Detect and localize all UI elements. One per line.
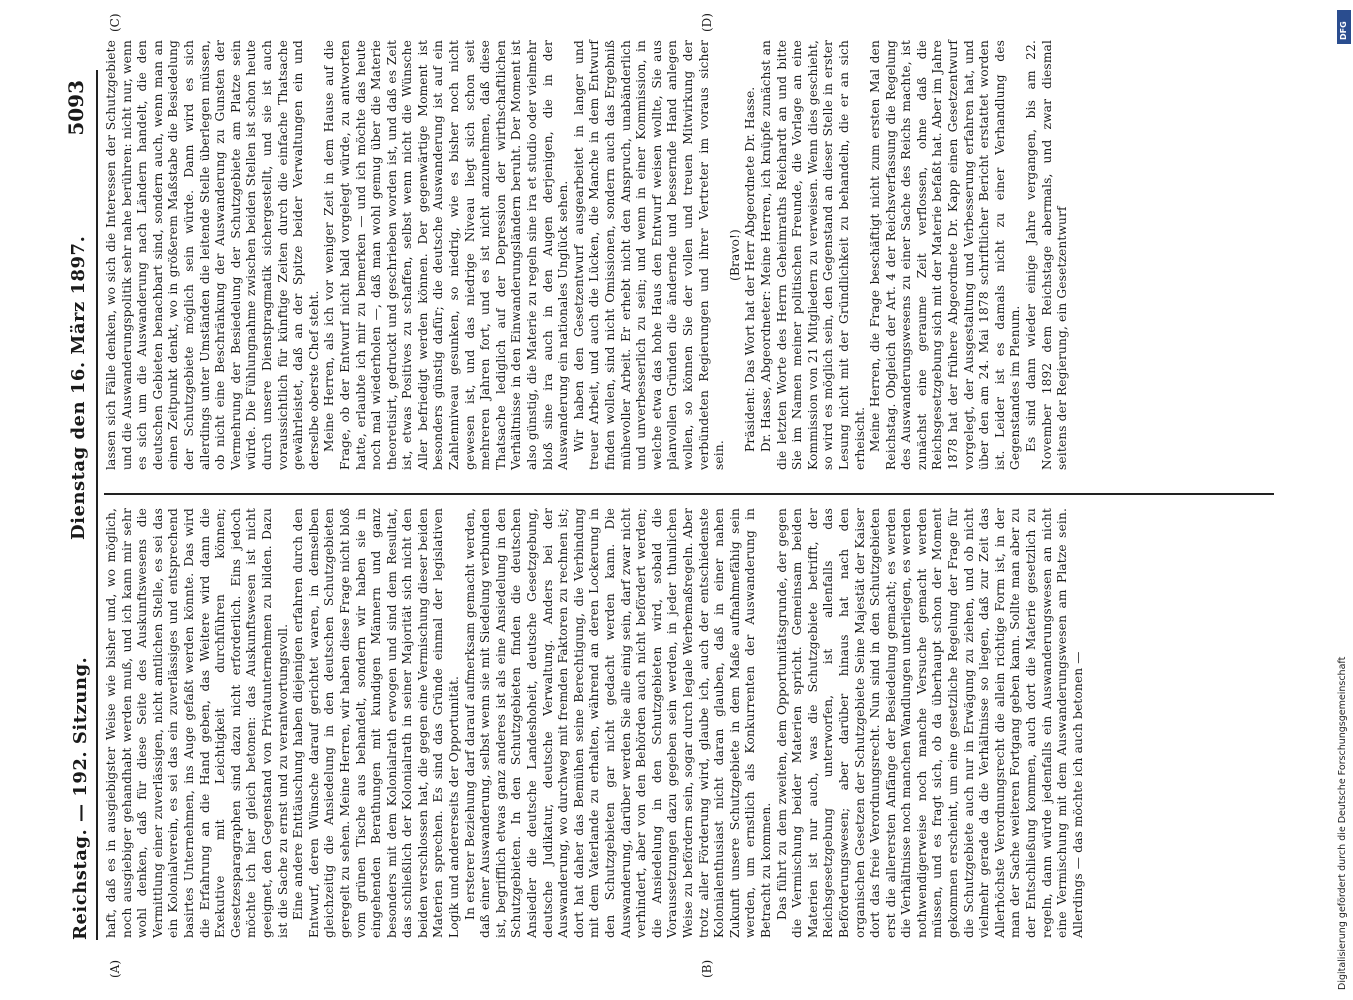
column-divider	[104, 493, 1274, 495]
paragraph: Meine Herren, die Frage beschäftigt nicht zum ersten Mal den Reichstag. Obgleich der Art. 4 der Reichsverfassung die Regelung des Auswanderungswesens zu einer Sache des Reichs machte, ist zunächst eine geraume Zeit verflossen, ohne daß die Reichsgesetzgebung sich mit der Materie befaßt hat. Aber im Jahre 1878 hat der frühere Abgeordnete Dr. Kapp einen Gesetzentwurf vorgelegt, der Ausgestaltung und Verbesserung erfahren hat, und über den am 24. Mai 1878 schriftlicher Bericht erstattet worden ist. Leider ist es damals nicht zu einer Verhandlung des Gegenstandes im Plenum.	[868, 40, 1023, 470]
paragraph: lassen sich Fälle denken, wo sich die Interessen der Schutzgebiete und die Auswanderungspolitik sehr nahe berühren: nicht nur, wenn es sich um die Auswanderung nach Ländern handelt, die den deutschen Gebieten benachbart sind, sondern auch, wenn man an einen Zeitpunkt denkt, wo in größerem Maßstabe die Besiedelung der Schutzgebiete möglich sein würde. Dann wird es sich allerdings unter Umständen die leitende Stelle überlegen müssen, ob nicht eine Beschränkung der Auswanderung zu Gunsten der Vermehrung der Besiedelung der Schutzgebiete am Platze sein würde. Die Fühlungnahme zwischen beiden Stellen ist schon heute durch unsere Dienstpragmatik sichergestellt, und sie ist auch voraussichtlich für künftige Zeiten durch die einfache Thatsache gewährleistet, daß an der Spitze beider Verwaltungen ein und derselbe oberste Chef steht.	[104, 40, 321, 470]
dfg-logo	[1337, 10, 1351, 44]
margin-mark-b: (B)	[700, 959, 714, 978]
paragraph: Eine andere Enttäuschung haben diejenigen erfahren durch den Entwurf, deren Wünsche darauf gerichtet waren, in demselben gleichzeitig die Ansiedelung in den deutschen Schutzgebieten geregelt zu sehen. Meine Herren, wir haben diese Frage nicht bloß vom grünen Tische aus behandelt, sondern wir haben sie in eingehenden Berathungen mit kundigen Männern und ganz besonders mit dem Kolonialrath erwogen und sind dem Resultat, das schließlich der Kolonialrath in seiner Majorität sich nicht den beiden verschlossen hat, die gegen eine Vermischung dieser beiden Materien sprechen. Es sind das Gründe einmal der legislativen Logik und andererseits der Opportunität.	[291, 508, 462, 938]
digitization-credit: Digitalisierung gefördert durch die Deutsche Forschungsgemeinschaft	[1337, 656, 1348, 990]
paragraph: Meine Herren, als ich vor weniger Zeit in dem Hause auf die Frage, ob der Entwurf nicht bald vorgelegt würde, zu antworten hatte, erlaubte ich mir zu bemerken — und ich möchte das heute noch mal wiederholen —, daß man wohl gemug über die Materie theoretisirt, gedruckt und geschrieben worden ist, und daß es Zeit ist, etwas Positives zu schaffen, selbst wenn nicht die Wünsche Aller befriedigt werden können. Der gegenwärtige Moment ist besonders günstig dafür; die deutsche Auswanderung ist auf ein Zahlenniveau gesunken, so niedrig, wie es bisher noch nicht gewesen ist, und das niedrige Niveau liegt sich schon seit mehreren Jahren fort, und es ist nicht anzunehmen, daß diese Thatsache lediglich auf der Depression der wirthschaftlichen Verhältnisse in den Einwanderungsländern beruht. Der Moment ist also günstig, die Materie zu regeln sine ira et studio oder vielmehr bloß sine ira auch in den Augen derjenigen, die in der Auswanderung ein nationales Unglück sehen.	[322, 40, 571, 470]
paragraph: Es sind dann wieder einige Jahre vergangen, bis am 22. November 1892 dem Reichstage abermals, und zwar diesmal seitens der Regierung, ein Gesetzentwurf	[1024, 40, 1070, 470]
dfg-logo-text: DFG	[1339, 21, 1348, 40]
paragraph: Das führt zu dem zweiten, dem Opportunitätsgrunde, der gegen die Vermischung beider Materien spricht. Gemeinsam beiden Materien ist nur auch, was die Schutzgebiete betrifft, der Reichsgesetzgebung unterworfen, ist allenfalls das Beförderungswesen; aber darüber hinaus hat nach den organischen Gesetzen der Schutzgebiete Seine Majestät der Kaiser dort das freie Verordnungsrecht. Nun sind in den Schutzgebieten erst die allerersten Anfänge der Besiedelung gemacht; es werden die Verhältnisse noch manchen Wandlungen unterliegen, es werden nothwendigerweise noch manche Versuche gemacht werden müssen, und es fragt sich, ob da überhaupt schon der Moment gekommen erscheint, um eine gesetzliche Regelung der Frage für die Schutzgebiete auch nur in Erwägung zu ziehen, und ob nicht vielmehr gerade da die Verhältnisse so liegen, daß zur Zeit das Allerhöchste Verordnungsrecht die allein richtige Form ist, in der man der Sache weiteren Fortgang geben kann. Sollte man aber zu der Entschließung kommen, auch dort die Materie gesetzlich zu regeln, dann würde jedenfalls ein Auswanderungswesen an nicht eine Vermischung mit dem Auswanderungswesen am Platze sein. Allerdings — das möchte ich auch betonen —	[774, 508, 1085, 938]
margin-mark-a: (A)	[108, 959, 122, 978]
margin-mark-d: (D)	[700, 13, 714, 32]
margin-mark-c: (C)	[108, 13, 122, 32]
paragraph: haft, daß es in ausgiebigster Weise wie bisher und, wo möglich, noch ausgiebiger gehandhabt werden muß, und ich kann mir sehr wohl denken, daß für diese Seite des Auskunftswesens die Vermittlung einer zuverlässigen, nicht amtlichen Stelle, es sei das ein Kolonialverein, es sei das ein zuverlässiges und entsprechend basirtes Unternehmen, ins Auge gefaßt werden könnte. Das wird die Erfahrung an die Hand geben, das Weitere wird dann die Exekutive mit Leichtigkeit durchführen können; Gesetzesparagraphen sind dazu nicht erforderlich. Eins jedoch möchte ich hier gleich betonen: das Auskunftswesen ist nicht geeignet, den Gegenstand von Privatunternehmen zu bilden. Dazu ist die Sache zu ernst und zu verantwortungsvoll.	[104, 508, 290, 938]
left-text-column	[104, 508, 1086, 938]
right-text-column	[104, 40, 1071, 470]
speaker-paragraph: Dr. Hasse, Abgeordneter: Meine Herren, ich knüpfe zunächst an die letzten Worte des Herrn Geheimraths Reichardt an und bitte Sie im Namen meiner politischen Freunde, die Vorlage an eine Kommission von 21 Mitgliedern zu verweisen. Wenn dies geschieht, so wird es möglich sein, den Gegenstand an dieser Stelle in erster Lesung nicht mit der Gründlichkeit zu behandeln, die er an sich erheischt.	[758, 40, 867, 470]
header-rule	[96, 70, 98, 940]
interjection: (Bravo!)	[727, 229, 742, 281]
paragraph: In ersterer Beziehung darf darauf aufmerksam gemacht werden, daß einer Auswanderung, selbst wenn sie mit Siedelung verbunden ist, begrifflich etwas ganz anderes ist als eine Ansiedelung in den Schutzgebieten. In den Schutzgebieten finden die deutschen Ansiedler die deutsche Landeshoheit, deutsche Gesetzgebung, deutsche Judikatur, deutsche Verwaltung. Anders bei der Auswanderung, wo durchweg mit fremden Faktoren zu rechnen ist; dort hat daher das Bemühen seine Berechtigung, die Verbindung mit dem Vaterlande zu erhalten, während an deren Lockerung in den Schutzgebieten gar nicht gedacht werden kann. Die Auswanderung, darüber werden Sie alle einig sein, darf zwar nicht verhindert, aber von den Behörden auch nicht befördert werden; die Ansiedelung in den Schutzgebieten wird, sobald die Voraussetzungen dazu gegeben sein werden, in jeder thunlichen Weise zu befördern sein, sogar durch legale Werbemaßregeln. Aber trotz aller Förderung wird, glaube ich, auch der entschiedenste Kolonialenthusiast nicht daran glauben, daß in einer nahen Zukunft unsere Schutzgebiete in dem Maße aufnahmefähig sein werden, um ernstlich als Konkurrenten der Auswanderung in Betracht zu kommen.	[462, 508, 773, 938]
page-number: 5093	[64, 80, 88, 136]
paragraph: Wir haben den Gesetzentwurf ausgearbeitet in langer und treuer Arbeit, und auch die Lücken, die Manche in dem Entwurf finden wollen, sind nicht Omissionen, sondern auch das Ergebniß mühevoller Arbeit. Er erhebt nicht den Anspruch, unabänderlich und unverbesserlich zu sein; und wenn in einer Kommission, in welche etwa das hohe Haus den Entwurf weisen wollte, Sie aus planvollen Gründen die ändernde und bessernde Hand anlegen wollen, so können Sie der vollen und treuen Mitwirkung der verbündeten Regierungen und ihrer Vertreter im voraus sicher sein.	[571, 40, 727, 470]
running-header-date: Dienstag den 16. März 1897.	[68, 235, 89, 540]
speaker-paragraph: Präsident: Das Wort hat der Herr Abgeordnete Dr. Hasse.	[743, 86, 758, 452]
running-header-left: Reichstag. — 192. Sitzung.	[70, 656, 91, 940]
